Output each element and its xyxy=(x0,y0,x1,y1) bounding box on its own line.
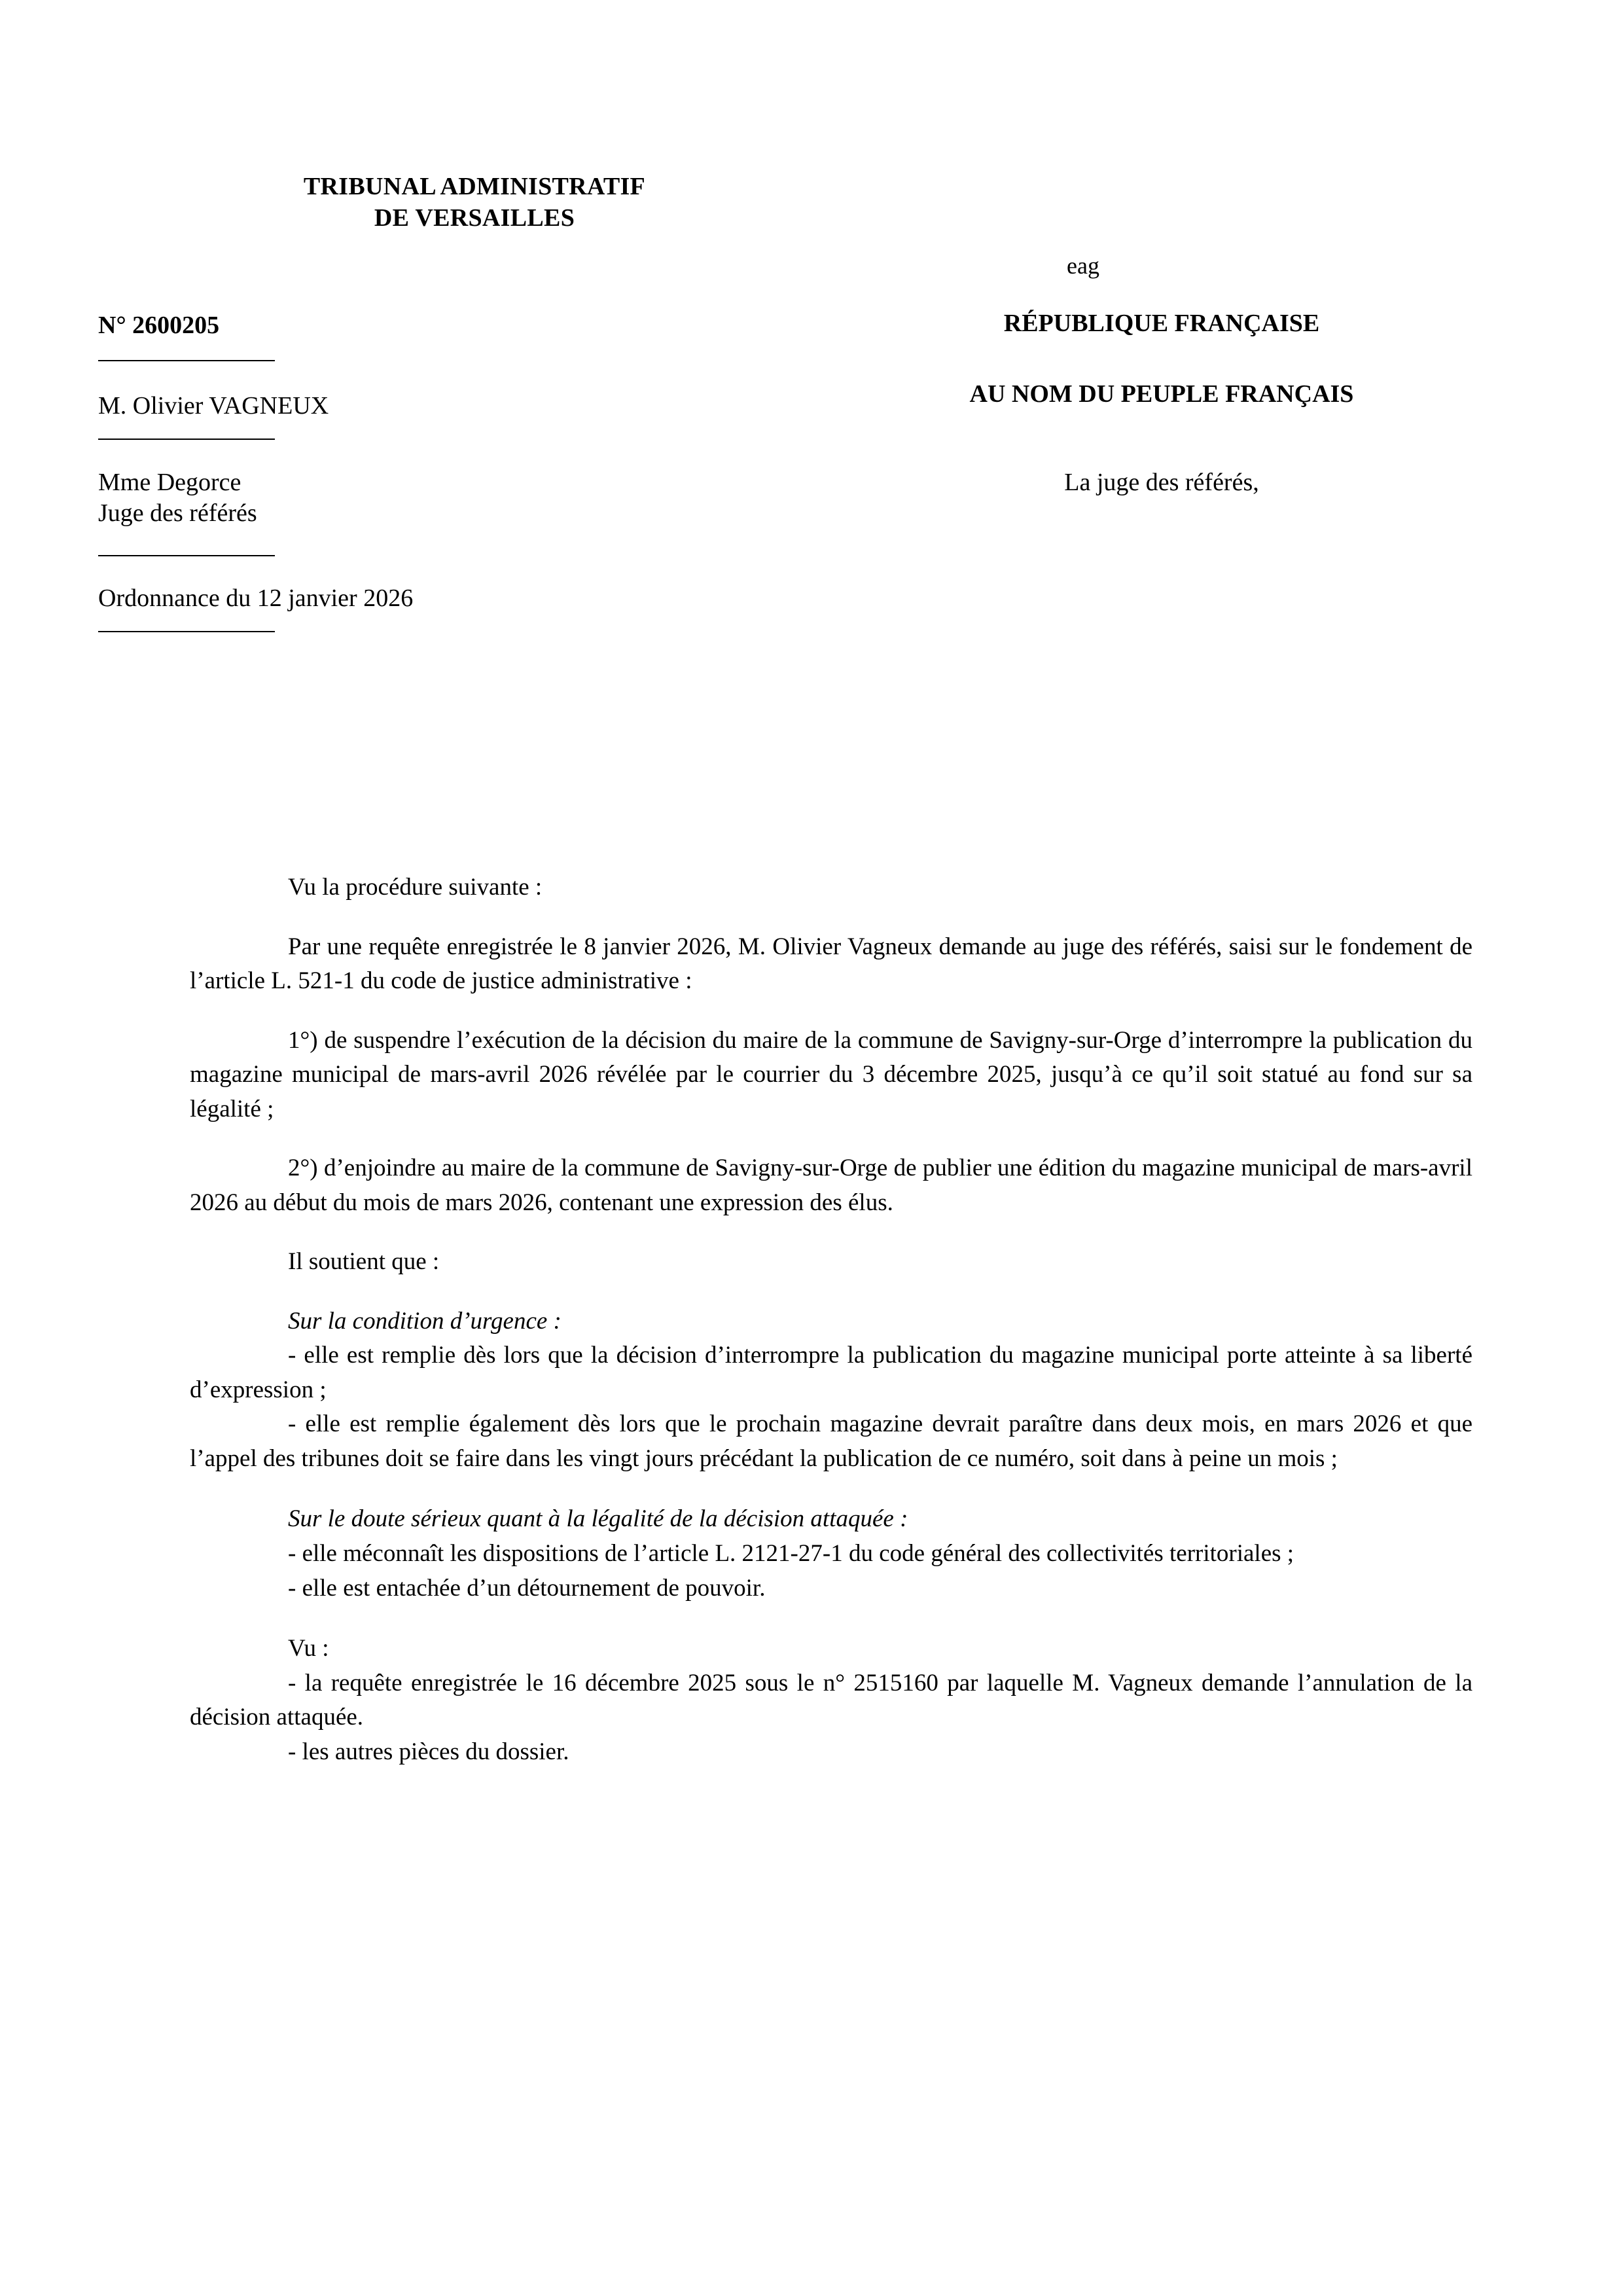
divider-rule-4 xyxy=(98,631,275,632)
paragraph-procedure: Vu la procédure suivante : xyxy=(288,874,543,901)
court-name xyxy=(226,171,723,234)
spacer-1 xyxy=(190,1476,1472,1502)
heading-urgency: Sur la condition d’urgence : xyxy=(288,1307,562,1335)
document-body xyxy=(190,870,1472,1769)
judge-role: Juge des référés xyxy=(98,499,257,527)
vu-item-2: - les autres pièces du dossier. xyxy=(288,1738,569,1765)
judge-signature-line: La juge des référés, xyxy=(1064,469,1259,496)
vu-item-1: - la requête enregistrée le 16 décembre 2025 sous le n° 2515160 par laquelle M. Vagneux demande l’annulation de la décision attaquée. xyxy=(190,1669,1472,1731)
paragraph-claim-1: 1°) de suspendre l’exécution de la décision du maire de la commune de Savigny-sur-Orge d’interrompre la publication du magazine municipal de mars-avril 2026 révélée par le courrier du 3 décembre 2025, jusqu’à ce qu’il soit statué au fond sur sa légalité ; xyxy=(190,1026,1472,1122)
people-heading: AU NOM DU PEUPLE FRANÇAIS xyxy=(969,380,1354,408)
clerk-code: eag xyxy=(1067,253,1099,279)
document-content xyxy=(98,164,1472,1765)
doubt-item-2: - elle est entachée d’un détournement de pouvoir. xyxy=(288,1574,766,1602)
ordinance-date: Ordonnance du 12 janvier 2026 xyxy=(98,584,414,612)
paragraph-argues: Il soutient que : xyxy=(288,1248,440,1276)
paragraph-claim-2: 2°) d’enjoindre au maire de la commune de Savigny-sur-Orge de publier une édition du magazine municipal de mars-avril 2026 au début du mois de mars 2026, contenant une expression des élus. xyxy=(190,1155,1472,1216)
paragraph-request: Par une requête enregistrée le 8 janvier 2026, M. Olivier Vagneux demande au juge des référés, saisi sur le fondement de l’article L. 521-1 du code de justice administrative : xyxy=(190,933,1472,995)
case-number: N° 2600205 xyxy=(98,312,220,339)
vu-label: Vu : xyxy=(288,1635,329,1662)
heading-serious-doubt: Sur le doute sérieux quant à la légalité de la décision attaquée : xyxy=(288,1505,908,1533)
judge-name: Mme Degorce xyxy=(98,469,241,496)
court-name-line-2: DE VERSAILLES xyxy=(374,204,575,232)
republic-heading: RÉPUBLIQUE FRANÇAISE xyxy=(1003,310,1320,337)
urgency-item-1: - elle est remplie dès lors que la décision d’interrompre la publication du magazine municipal porte atteinte à sa liberté d’expression ; xyxy=(190,1342,1472,1403)
court-name-line-1: TRIBUNAL ADMINISTRATIF xyxy=(303,173,646,200)
urgency-item-2: - elle est remplie également dès lors que le prochain magazine devrait paraître dans deux mois, en mars 2026 et que l’appel des tribunes doit se faire dans les vingt jours précédant la publication de ce numéro, soit dans à peine un mois ; xyxy=(190,1410,1472,1472)
doubt-item-1: - elle méconnaît les dispositions de l’article L. 2121-27-1 du code général des collectivités territoriales ; xyxy=(288,1539,1294,1567)
divider-rule-1 xyxy=(98,360,275,361)
divider-rule-3 xyxy=(98,555,275,556)
document-header xyxy=(98,164,1472,713)
divider-rule-2 xyxy=(98,439,275,440)
spacer-2 xyxy=(190,1605,1472,1632)
party-name: M. Olivier VAGNEUX xyxy=(98,392,329,420)
